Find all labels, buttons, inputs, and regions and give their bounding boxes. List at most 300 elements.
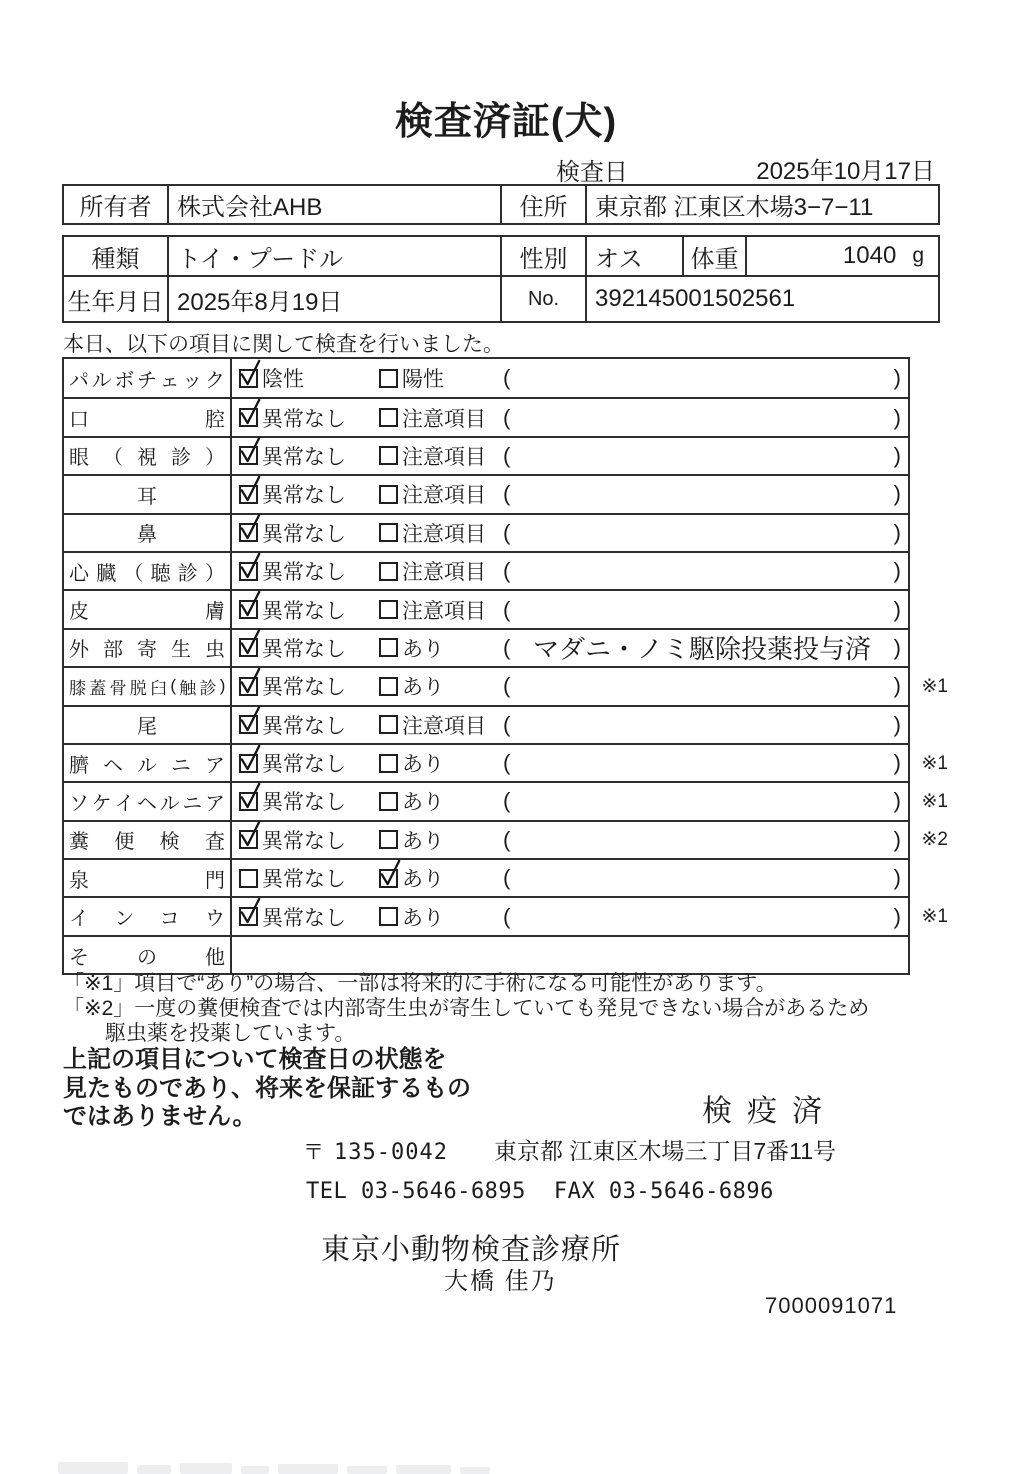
label-char: チ: [136, 369, 157, 392]
label-char: 脱: [129, 678, 147, 698]
option2-checkbox: [379, 485, 398, 504]
remarks-parentheses: [503, 476, 901, 512]
checkmark-icon: [238, 895, 263, 926]
sex-value: オス: [585, 237, 682, 275]
option2-checkbox: [379, 523, 398, 542]
option2-label: 注意項目: [402, 522, 486, 546]
option1-checkbox: [239, 408, 258, 427]
option1-checkbox: [239, 715, 258, 734]
option1-label: 異常なし: [262, 791, 346, 815]
label-char: ッ: [182, 369, 203, 392]
label-char: ヘ: [103, 754, 123, 777]
label-char: 検: [159, 831, 180, 854]
remarks-parentheses: [503, 438, 901, 474]
inspection-date-value: 2025年10月17日: [756, 158, 935, 185]
label-char: コ: [159, 908, 180, 931]
option1-checkbox: [239, 523, 258, 542]
checkbox-group: [239, 359, 304, 397]
label-char: 皮: [69, 601, 89, 624]
option2-label: あり: [402, 753, 444, 777]
checkmark-icon: [238, 473, 263, 504]
clinic-fax: FAX 03-5646-6896: [553, 1179, 774, 1204]
exam-row: [64, 513, 908, 551]
label-char: 蓋: [89, 678, 106, 698]
exam-row: [64, 589, 908, 627]
paren-open: (: [503, 596, 511, 622]
label-char: ケ: [91, 792, 112, 815]
owner-value: 株式会社AHB: [167, 186, 500, 223]
option1-checkbox: [239, 792, 258, 811]
disclaimer-line: 見たものであり、将来を保証するもの: [63, 1074, 471, 1102]
paren-close: ): [893, 634, 901, 660]
exam-row-content: [232, 898, 908, 934]
checkbox-group: [379, 898, 444, 934]
checkmark-icon: [238, 742, 263, 773]
label-char: ア: [205, 754, 225, 777]
paren-open: (: [503, 634, 511, 660]
label-char: 眼: [69, 447, 89, 470]
exam-item-label: [64, 399, 232, 435]
option2-label: 陽性: [402, 368, 444, 392]
birth-row: [64, 275, 938, 321]
remarks-parentheses: [503, 860, 901, 896]
exam-row-content: [232, 591, 908, 627]
label-char: 外: [69, 639, 89, 662]
checkbox-group: [379, 399, 486, 435]
option2-label: 注意項目: [402, 407, 486, 431]
option1-label: 異常なし: [262, 868, 346, 892]
remarks-parentheses: [503, 822, 901, 858]
exam-table: [62, 357, 948, 975]
paren-close: ): [893, 711, 901, 737]
label-char: 門: [205, 869, 225, 892]
label-char: イ: [114, 792, 135, 815]
exam-item-label: [64, 822, 232, 858]
option1-label: 異常なし: [262, 906, 346, 930]
remarks-parentheses: [503, 783, 901, 819]
clinic-tel-line: [306, 1179, 774, 1204]
paren-open: (: [503, 365, 511, 391]
exam-item-label: 鼻: [64, 515, 232, 551]
label-char: ): [219, 676, 225, 696]
option2-label: あり: [402, 868, 444, 892]
info-table: [62, 235, 940, 323]
footnote-line: 「※2」一度の糞便検査では内部寄生虫が寄生していても発見できない場合があるため: [63, 997, 870, 1020]
option2-label: 注意項目: [402, 484, 486, 508]
clinic-tel: TEL 03-5646-6895: [306, 1179, 526, 1204]
paren-open: (: [503, 750, 511, 776]
option1-label: 陰性: [262, 368, 304, 392]
exam-row-content: [232, 553, 908, 589]
paren-close: ): [893, 596, 901, 622]
label-char: 触: [179, 678, 196, 698]
owner-table: [62, 184, 940, 225]
option1-checkbox: [239, 677, 258, 696]
exam-item-label: [64, 745, 232, 781]
option2-checkbox: [379, 446, 398, 465]
paren-open: (: [503, 481, 511, 507]
document-number: 7000091071: [765, 1293, 898, 1318]
paren-open: (: [503, 519, 511, 545]
intro-text: 本日、以下の項目に関して検査を行いました。: [63, 333, 504, 356]
exam-row: [64, 935, 908, 973]
checkbox-group: [239, 476, 346, 512]
exam-row: [64, 896, 948, 934]
label-char: ニ: [171, 754, 191, 777]
remarks-text: マダニ・ノミ駆除投薬投与済: [532, 634, 871, 665]
weight-unit: g: [912, 244, 924, 267]
option1-label: 異常なし: [262, 522, 346, 546]
paren-close: ): [893, 365, 901, 391]
label-char: 糞: [69, 831, 89, 854]
label-char: ル: [91, 369, 112, 392]
option2-checkbox: [379, 754, 398, 773]
number-label: No.: [500, 277, 585, 321]
checkbox-group: [239, 399, 346, 435]
label-char: 臼: [150, 678, 167, 698]
exam-item-label: [64, 898, 232, 934]
paren-close: ): [893, 442, 901, 468]
label-char: ヘ: [136, 792, 157, 815]
scan-artifact: [58, 1456, 638, 1474]
label-char: ル: [137, 754, 157, 777]
option1-checkbox: [239, 562, 258, 581]
option2-checkbox: [379, 869, 398, 888]
exam-row: [64, 551, 908, 589]
paren-open: (: [503, 903, 511, 929]
reference-mark: ※1: [921, 752, 948, 774]
option2-label: 注意項目: [402, 714, 486, 738]
option1-checkbox: [239, 600, 258, 619]
footnote-line: 「※1」項目で“あり”の場合、一部は将来的に手術になる可能性があります。: [63, 972, 777, 995]
exam-item-label: [64, 359, 232, 397]
label-char: パ: [69, 369, 89, 392]
exam-item-label: [64, 783, 232, 819]
number-value: 392145001502561: [585, 277, 938, 321]
label-char: 他: [205, 946, 225, 969]
exam-row-content: [232, 707, 908, 743]
option2-checkbox: [379, 408, 398, 427]
exam-row-content: [232, 515, 908, 551]
paren-open: (: [503, 788, 511, 814]
remarks-parentheses: [503, 553, 901, 589]
exam-item-label: [64, 591, 232, 627]
exam-item-label: [64, 630, 232, 666]
option2-label: あり: [402, 637, 444, 661]
exam-row-content: [232, 822, 908, 858]
checkmark-icon: [238, 357, 263, 388]
label-char: ル: [159, 792, 180, 815]
reference-mark: ※1: [921, 906, 948, 928]
checkmark-icon: [238, 626, 263, 657]
quarantine-stamp: 検疫済: [702, 1095, 837, 1128]
checkmark-icon: [238, 396, 263, 427]
breed-label: 種類: [91, 245, 140, 273]
exam-row: [64, 781, 948, 819]
paren-open: (: [503, 711, 511, 737]
paren-close: ): [893, 826, 901, 852]
option2-checkbox: [379, 677, 398, 696]
checkbox-group: [239, 591, 346, 627]
checkbox-group: [379, 630, 444, 666]
exam-item-label: [64, 438, 232, 474]
label-char: ソ: [69, 792, 89, 815]
weight-value: 1040: [842, 242, 897, 269]
page-title: 検査済証(犬): [394, 101, 618, 143]
breed-value: トイ・プードル: [167, 237, 500, 275]
label-char: イ: [69, 908, 89, 931]
exam-row: [64, 359, 908, 397]
label-char: ア: [204, 792, 225, 815]
option2-checkbox: [379, 600, 398, 619]
label-char: 腔: [205, 409, 225, 432]
option1-label: 異常なし: [262, 407, 346, 431]
option1-label: 異常なし: [262, 829, 346, 853]
paren-close: ): [893, 903, 901, 929]
paren-close: ): [893, 788, 901, 814]
exam-row-content: [232, 783, 908, 819]
owner-label: 所有者: [79, 194, 152, 221]
checkmark-icon: [238, 434, 263, 465]
label-char: 部: [103, 639, 123, 662]
label-char: ウ: [204, 908, 225, 931]
label-char: 臍: [69, 754, 89, 777]
label-char: 寄: [137, 639, 157, 662]
label-char: 心: [69, 562, 89, 585]
exam-row: [64, 628, 908, 666]
checkmark-icon: [238, 703, 263, 734]
checkmark-icon: [238, 818, 263, 849]
paren-close: ): [893, 558, 901, 584]
checkbox-group: [239, 860, 346, 896]
exam-row-content: [232, 937, 908, 973]
disclaimer-text: [63, 1046, 471, 1132]
option1-checkbox: [239, 446, 258, 465]
option2-checkbox: [379, 830, 398, 849]
option1-label: 異常なし: [262, 599, 346, 623]
option1-checkbox: [239, 369, 258, 388]
paren-open: (: [503, 558, 511, 584]
paren-close: ): [893, 673, 901, 699]
address-value: 東京都 江東区木場3−7−11: [585, 186, 938, 223]
remarks-parentheses: [503, 399, 901, 435]
remarks-parentheses: [503, 707, 901, 743]
checkbox-group: [239, 553, 346, 589]
option2-checkbox: [379, 562, 398, 581]
checkmark-icon: [238, 780, 263, 811]
exam-item-label: [64, 553, 232, 589]
option1-checkbox: [239, 830, 258, 849]
label-char: 査: [204, 831, 225, 854]
exam-row-content: [232, 630, 908, 666]
checkbox-group: [239, 515, 346, 551]
exam-row-content: [232, 860, 908, 896]
remarks-parentheses: [503, 591, 901, 627]
exam-row: [64, 858, 908, 896]
label-char: 生: [171, 639, 191, 662]
option2-label: あり: [402, 829, 444, 853]
exam-item-label: [64, 668, 232, 704]
remarks-parentheses: [503, 898, 901, 934]
paren-close: ): [893, 865, 901, 891]
footnote-line: 駆虫薬を投薬しています。: [105, 1022, 356, 1045]
checkmark-icon: [238, 550, 263, 581]
paren-open: (: [503, 826, 511, 852]
checkbox-group: [239, 438, 346, 474]
option1-label: 異常なし: [262, 714, 346, 738]
paren-close: ): [893, 750, 901, 776]
option1-label: 異常なし: [262, 637, 346, 661]
breed-row: [64, 237, 938, 275]
checkbox-group: [379, 553, 486, 589]
option2-checkbox: [379, 907, 398, 926]
option2-checkbox: [379, 638, 398, 657]
checkmark-icon: [378, 857, 403, 888]
checkbox-group: [379, 783, 444, 819]
label-char: ク: [204, 369, 225, 392]
option2-checkbox: [379, 369, 398, 388]
checkbox-group: [239, 630, 346, 666]
clinic-postal-line: [303, 1133, 836, 1166]
owner-row: [64, 186, 938, 223]
exam-row-content: [232, 359, 908, 397]
exam-row-content: [232, 438, 908, 474]
paren-open: (: [503, 865, 511, 891]
exam-row: [64, 397, 908, 435]
exam-row: [64, 705, 908, 743]
checkbox-group: [379, 860, 444, 896]
paren-close: ): [893, 481, 901, 507]
checkmark-icon: [238, 511, 263, 542]
checkbox-group: [239, 745, 346, 781]
option1-label: 異常なし: [262, 561, 346, 585]
exam-row: [64, 820, 948, 858]
label-char: ン: [114, 908, 135, 931]
exam-row: [64, 743, 948, 781]
remarks-parentheses: [503, 668, 901, 704]
label-char: 口: [69, 409, 89, 432]
paren-close: ): [893, 404, 901, 430]
clinic-name: 東京小動物検査診療所: [321, 1234, 622, 1266]
footnotes: [63, 971, 869, 1046]
checkbox-group: [239, 668, 346, 704]
checkbox-group: [379, 745, 444, 781]
address-label: 住所: [500, 186, 585, 223]
label-char: 臓: [96, 562, 117, 585]
exam-row: [64, 436, 908, 474]
label-char: そ: [69, 946, 89, 969]
sex-label: 性別: [500, 237, 585, 275]
option2-label: 注意項目: [402, 599, 486, 623]
option2-label: 注意項目: [402, 561, 486, 585]
remarks-parentheses: [503, 515, 901, 551]
option2-checkbox: [379, 792, 398, 811]
label-char: 膚: [205, 601, 225, 624]
exam-row-content: [232, 668, 908, 704]
birthdate-value: 2025年8月19日: [167, 277, 500, 321]
label-char: の: [137, 946, 157, 969]
paren-close: ): [893, 519, 901, 545]
reference-mark: ※2: [921, 829, 948, 851]
label-char: 骨: [109, 678, 127, 698]
checkmark-icon: [238, 588, 263, 619]
clinic-address: 東京都 江東区木場三丁目7番11号: [493, 1138, 837, 1164]
label-char: ）: [205, 447, 225, 470]
checkbox-group: [379, 707, 486, 743]
label-char: 虫: [205, 639, 225, 662]
reference-mark: ※1: [921, 790, 948, 812]
birthdate-label: 生年月日: [67, 288, 164, 316]
inspection-date-label: 検査日: [556, 159, 628, 186]
weight-cell: [745, 237, 938, 275]
option1-label: 異常なし: [262, 445, 346, 469]
reference-mark: ※1: [921, 675, 948, 697]
label-char: ）: [204, 562, 225, 585]
paren-open: (: [503, 404, 511, 430]
label-char: 泉: [69, 869, 89, 892]
checkbox-group: [379, 359, 444, 397]
option1-label: 異常なし: [262, 676, 346, 700]
exam-item-label: 耳: [64, 476, 232, 512]
option1-checkbox: [239, 869, 258, 888]
checkbox-group: [379, 591, 486, 627]
option1-checkbox: [239, 485, 258, 504]
label-char: ェ: [159, 369, 180, 392]
exam-item-label: [64, 860, 232, 896]
remarks-parentheses: [503, 359, 901, 397]
option1-checkbox: [239, 638, 258, 657]
weight-label: 体重: [682, 237, 745, 275]
paren-open: (: [503, 673, 511, 699]
option2-label: あり: [402, 791, 444, 815]
label-char: （: [123, 562, 144, 585]
disclaimer-line: ではありません。: [63, 1103, 257, 1130]
exam-item-label: 尾: [64, 707, 232, 743]
remarks-parentheses: [503, 745, 901, 781]
exam-row: [64, 666, 948, 704]
checkmark-icon: [238, 665, 263, 696]
exam-row-content: [232, 399, 908, 435]
postal-code: 135-0042: [334, 1140, 448, 1165]
label-char: 診: [171, 447, 191, 470]
checkbox-group: [379, 438, 486, 474]
checkbox-group: [379, 822, 444, 858]
label-char: （: [103, 447, 123, 470]
label-char: 視: [137, 447, 157, 470]
remarks-parentheses: [503, 630, 901, 666]
option1-label: 異常なし: [262, 484, 346, 508]
option1-checkbox: [239, 907, 258, 926]
checkbox-group: [239, 783, 346, 819]
option2-label: あり: [402, 676, 444, 700]
label-char: 便: [114, 831, 135, 854]
label-char: ニ: [182, 792, 203, 815]
option1-checkbox: [239, 754, 258, 773]
disclaimer-line: 上記の項目について検査日の状態を: [63, 1046, 447, 1073]
label-char: 膝: [69, 678, 86, 698]
checkbox-group: [239, 822, 346, 858]
label-char: 診: [199, 678, 217, 698]
checkbox-group: [379, 668, 444, 704]
checkbox-group: [379, 476, 486, 512]
postal-mark-icon: 〒: [303, 1141, 324, 1164]
exam-row-content: [232, 745, 908, 781]
label-char: 聴: [150, 562, 171, 585]
exam-row-content: [232, 476, 908, 512]
exam-row: [64, 474, 908, 512]
option2-checkbox: [379, 715, 398, 734]
option2-label: 注意項目: [402, 445, 486, 469]
